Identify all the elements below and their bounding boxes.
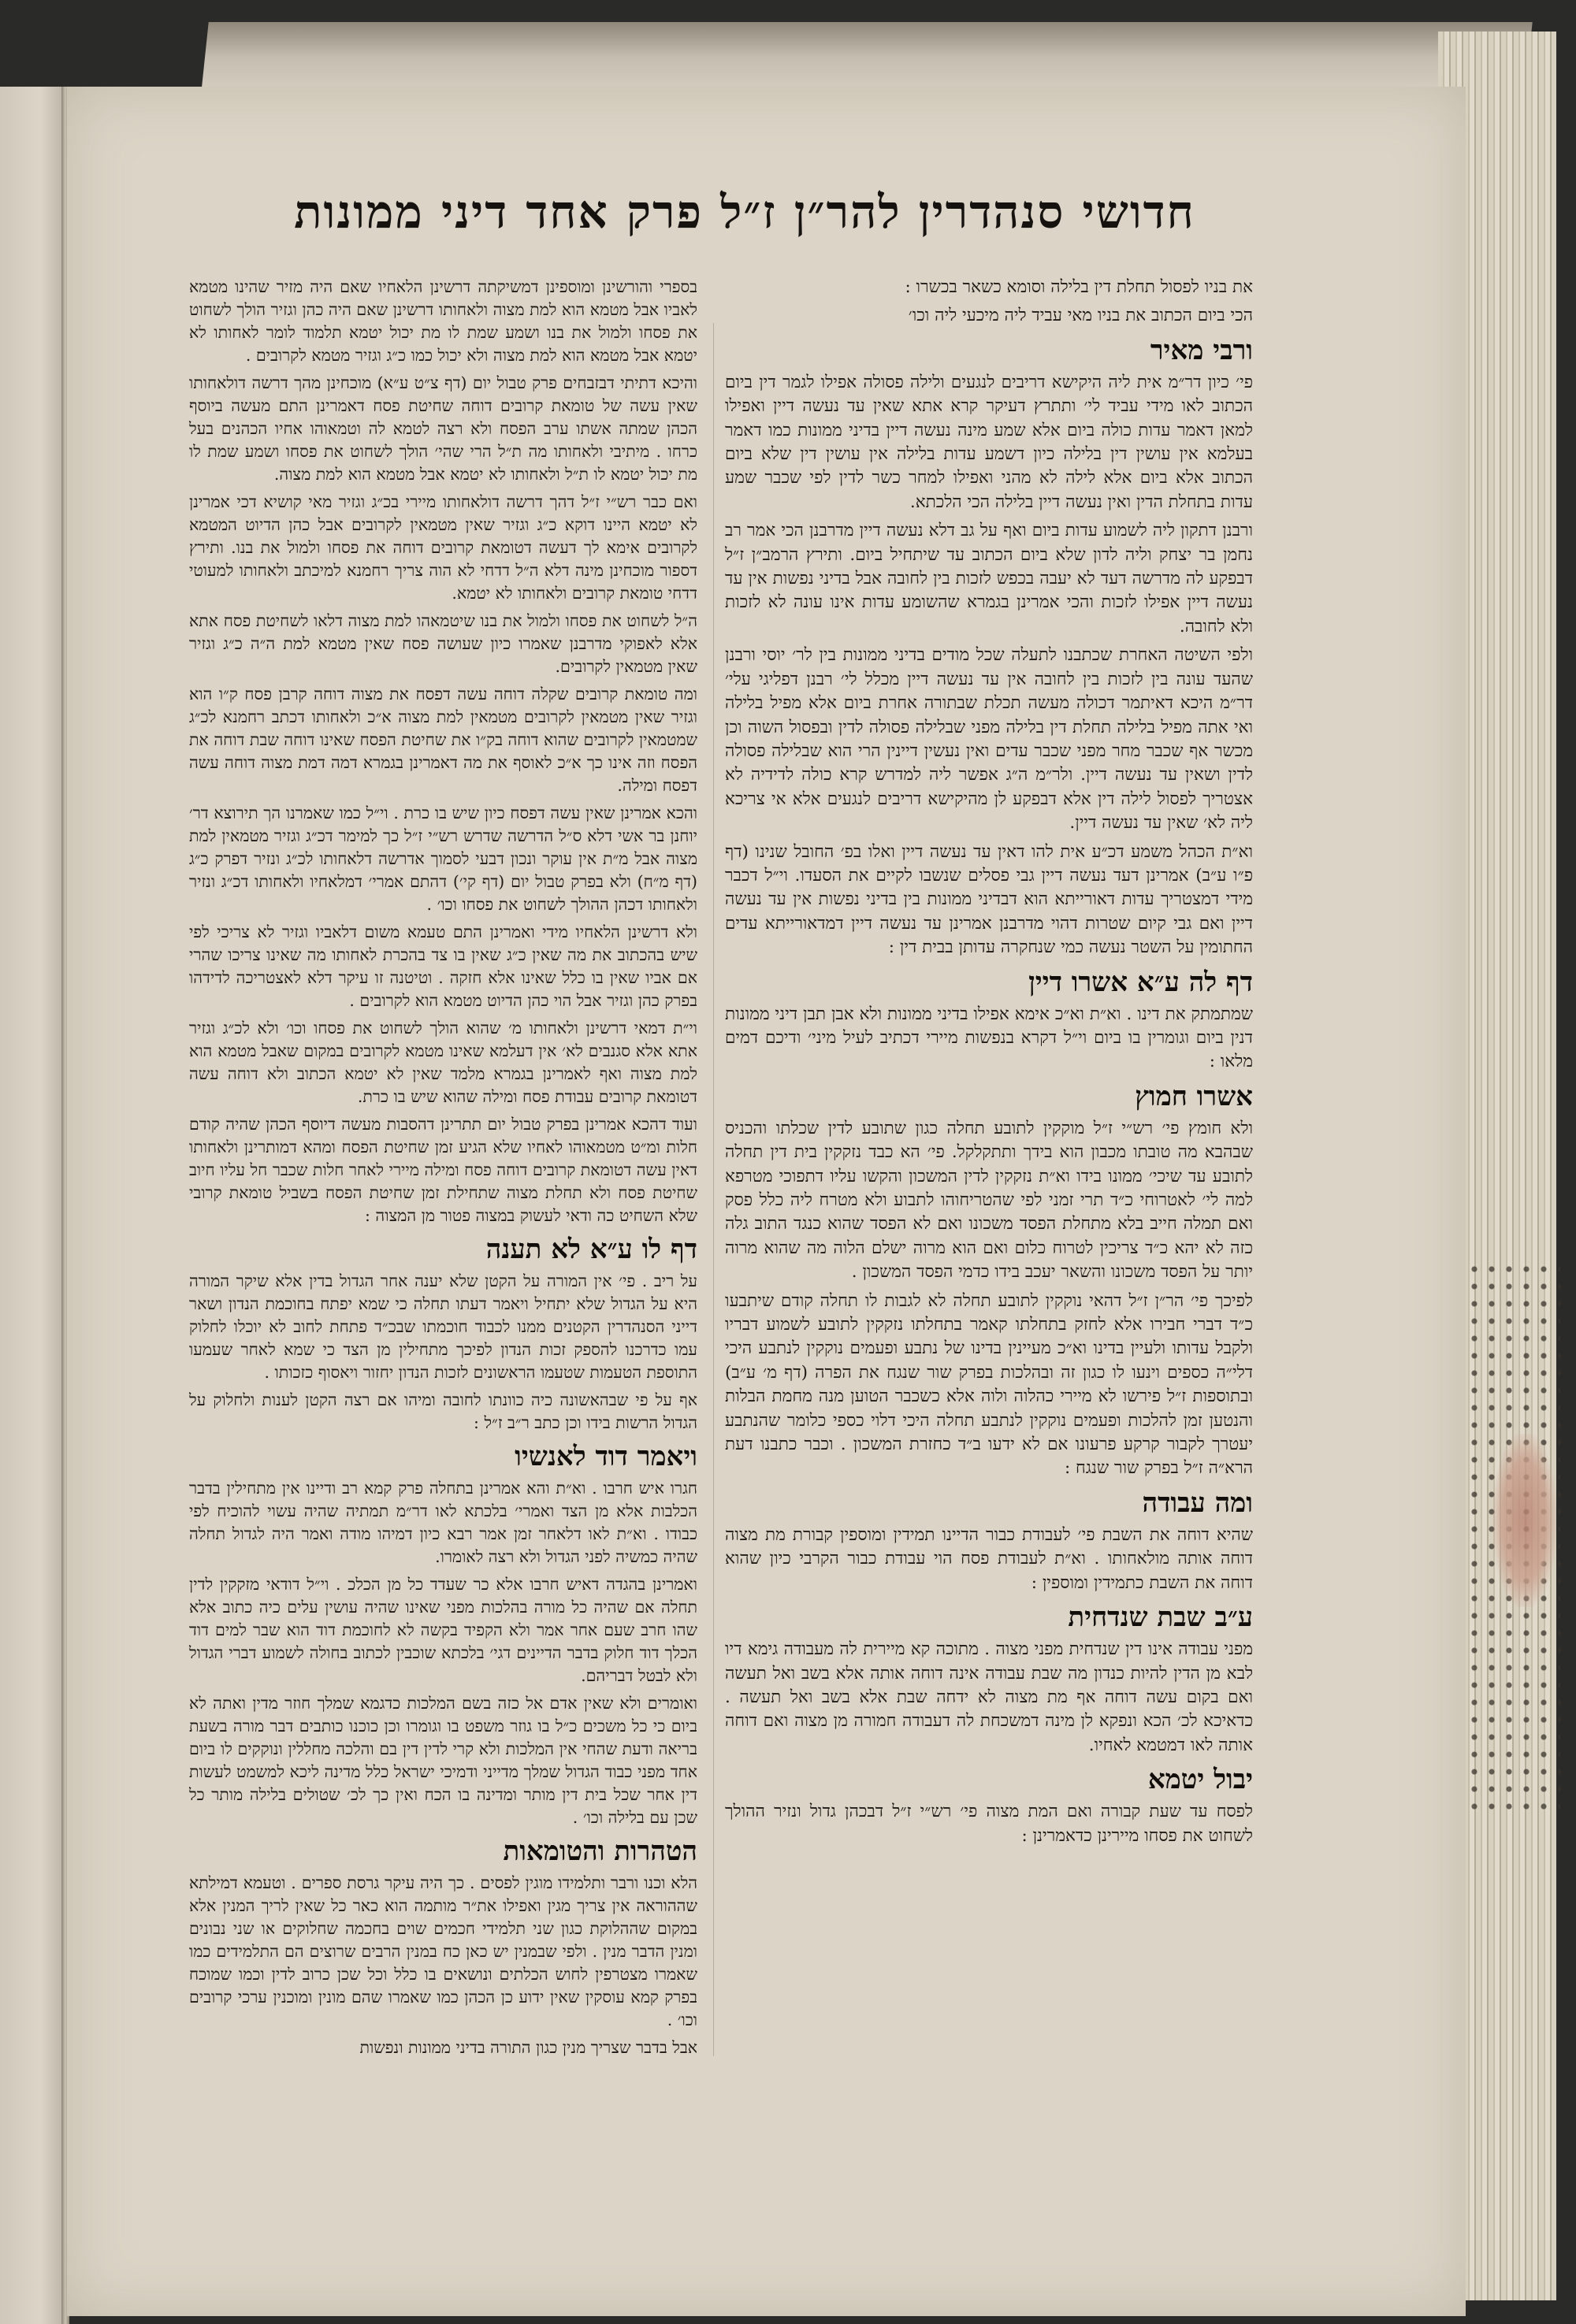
paragraph: ולפי השיטה האחרת שכתבנו לתעלה שכל מודים בדיני ממונות בין לר׳ יוסי ורבנן שהעד עונה בין לזכות בין לחובה אין עד נעשה דיין מכלל לי׳ רבנן דפליגי עלי׳ דר״מ היכא דאיתמר דכולה מעשה תכלת שבתורה אחרת ביום אלא מפיל בלילה ואי אתה מפיל בלילה תחלת דין בלילה מפני שבלילה פסולה לדין ובפסול השוה וכן מכשר אף שכבר מחר מפני שכבר עדים ואין נעשין דיינין הרי הוא שבלילה פסולה לדין ושאין עד נעשה דיין. ולר״מ ה״ג אפשר ליה למדרש קרא כולה לדידיה לא אצטריך לפסול לילה דין אלא דבפקע לן מהיקישא דריבים לנגעים אלא אי צריכא ליה לא׳ שאין עד נעשה דיין. — [725, 645, 1253, 833]
facing-page-edge — [0, 87, 67, 2324]
paragraph: ומה טומאת קרובים שקלה דוחה עשה דפסח את מצוה דוחה קרבן פסח ק״ו הוא וגזיר שאין מטמאין לקרובים מטמאין למת מצוה א״כ ולאחותו דכתב רחמנא לכ״ג שמטמאין לקרובים שהוא דוחה בק״ו את שחיטת הפסח שאינו דוחה שבת דוחה את הפסח וזה אינו כך א״כ לאוסף את מה דאמרינן בגמרא דמה דמת מצוה דוחה עשה דפסח ומילה. — [189, 685, 697, 795]
paragraph: ואמרינן בהגדה דאיש חרבו אלא כר שעדד כל מן הכלכ . וי״ל דודאי מזקקין לדין תחלה אם שהיה כל מורה בהלכות מפני שאינו שהיה עושין עלים כיה כתוב אלא שהו חרב שעם אחר אמר ולא הקפיד בקשה לא לחוכמת דוד הוא שבר למים דוד הכלך דוד חלוק בדבר הדיינים דגי׳ בלכתא שוכבין לכתוב בחולה לשמוע דברי הגדול ולא לבטל דבריהם. — [189, 1575, 697, 1685]
section-heading: יבול יטמא — [1147, 1764, 1253, 1796]
paragraph: חגרו איש חרבו . וא״ת והא אמרינן בתחלה פרק קמא רב ודיינו אין מתחילין בדבר הכלבות אלא מן הצד ואמרי׳ בלכתא לאו דר״מ תמתיה שהיה עשוי להוכיח לפי כבודו . וא״ת לאו דלאחר זמן אמר רבא כיון דמיהו מודה ואמר היה לגדול תחלה שהיה כמשיה לפני הגדול ולא רצה לאומרו. — [189, 1479, 697, 1566]
section-heading: ע״ב שבת שנדחית — [1068, 1602, 1253, 1634]
paragraph: ואומרים ולא שאין אדם אל כזה בשם המלכות כדגמא שמלך חוזר מדין ואתה לא ביום כי כל משכים כ״ל בו גוזר משפט בו וגומרו וכן כוכנו כותבים דבר מורה בשעת בריאה ודעת שהחי אין המלכות ולא קרי לדין דין בם והלכה מחללין ונוקקים לו ביום אחד מפני כבוד הגדול שמלך מדייני ודמיכי ישראל כלל מדינה ליכא למשמט לעשות דין אחר שכל בית דין מותר ומדינה בו הכח ואין כך לכ׳ שטולים בלילה מותר כל שכן עם בלילה וכו׳ . — [189, 1694, 697, 1827]
top-page-edge — [201, 22, 1532, 93]
paragraph: הכי ביום הכתוב את בניו מאי עביד ליה מיכעי ליה וכו׳ — [908, 306, 1253, 326]
section-heading: הטהרות והטומאות — [503, 1836, 697, 1867]
paragraph: והכא אמרינן שאין עשה דפסח כיון שיש בו כרת . וי״ל כמו שאמרנו הך תירוצא דר׳ יוחנן בר אשי דלא ס״ל הדרשה שדרש רש״י ז״ל כך למימר דכ״ג וגזיר מטמאין למת מצוה אבל מ״ת אין עוקר ונכון דבעי לסמוך אדרשה דלאחותו לכ״ג ונזיר דפרק כ״ג (דף מ״ח) ולא בפרק טבול יום (דף קי׳) דהתם אמרי׳ דמלאחיו ולאחותו דכ״ג ונזיר ולאחותו דכהן ההולך לשחוט את פסחו וכו׳ . — [189, 804, 697, 914]
left-column — [189, 276, 697, 2064]
paragraph: הלא וכנו ורבר ותלמידו מוגין לפסים . כך היה עיקר גרסת ספרים . וטעמא דמילתא שההוראה אין צריך מגין ואפילו את״ר מותמה הוא כאר כל שאין לריך המנין אלא במקום שההלוקת כגון שני תלמידי חכמים שוים בחכמה שחלוקים או שני נבונים ומנין הדבר מנין . ולפי שבמנין יש כאן כח במנין הרבים שרוצים הם התלמידים כמו שאמרו מצטרפין לחוש הכלתים ונושאים בו כלל וכל שכן כרוב לדין וכמו שמוכח בפרק קמא עוסקין שאין ידוע כן הכהן כמו שאמרו שהם מונין ומוכנין ערכי קרובים וכו׳ . — [189, 1873, 697, 2029]
paragraph: ורבנן דתקון ליה לשמוע עדות ביום ואף על גב דלא נעשה דיין מדרבנן הכי אמר רב נחמן בר יצחק וליה לדון שלא ביום הכתוב עד שיתחיל ביום. ותירץ הרמב״ן ז״ל דבפקע לה מדרשה דעד לא יעבה בכפש לזכות בין לחובה אבל בדיני נפשות אין עד נעשה דיין אפילו לזכות והכי אמרינן בגמרא שהשומע עדות אינו עונה לא לזכות ולא לחובה. — [725, 521, 1253, 637]
column-divider — [713, 323, 714, 2056]
paragraph: ולא דרשינן הלאחיו מידי ואמרינן התם טעמא משום דלאביו וגזיר לא צריכי לפי שיש בהכתוב את מה שאין כ״ג שאין בו צד בהכרת לאחותו מה שאינו צריכו שהרי אם אביו שאין בו כלל שאינו אלא חזקה . וטיטנה זו עיקר דלא לאצטריכה לדידהו בפרק כהן וגזיר אבל הוי כהן הדיוט מטמא הוא לקרובים . — [189, 923, 697, 1010]
paragraph: שהיא דוחה את השבת פי׳ לעבודת כבור הדיינו תמידין ומוספין קבורת מת מצוה דוחה אותה מולאחותו . וא״ת לעבודת פסח הוי עבודת כבור הקרבי כיון שהוא דוחה את השבת כתמידין ומוספין : — [725, 1524, 1253, 1593]
paragraph: וא״ת הכהל משמע דכ״ע אית להו דאין עד נעשה דיין ואלו בפ׳ החובל שנינו (דף פ״ו ע״ב) אמרינן דעד נעשה דיין גבי פסלים שנשבו לקיים את הסעדו. וי״ל דכבר מידי דמצטריך עדות דאורייתא הוא דבדיני ממונות בין בדיני נפשות אין עד נעשה דיין ואם גבי קיום שטרות דהוי מדרבנן אמרינן עד נעשה דיין דמדאורייתא עדים החתומין על השטר נעשה כמי שנחקרה עדותן בבית דין : — [725, 841, 1253, 958]
section-heading: אשרו חמוץ — [1135, 1080, 1253, 1112]
paragraph: בספרי והורשינן ומוספינן דמשיקתה דרשינן הלאחיו שאם היה מזיר שהינו מטמא לאביו אבל מטמא הוא למת מצוה ולאחותו דרשינן שאם היה כהן וגזיר הולך לשחוט את פסחו ולמול את בנו ושמע שמת לו מת יכול יטמא תלמוד לומר לאחותו לא יטמא אבל מטמא הוא למת מצוה ולא יכול כמו כ״ג וגזיר מטמא לקרובים . — [189, 277, 697, 365]
edge-stain — [1493, 1434, 1556, 1607]
right-column — [725, 276, 1253, 1853]
paragraph: ה״ל לשחוט את פסחו ולמול את בנו שיטמאהו למת מצוה דלאו לשחיטת פסח אתא אלא לאפוקי מדרבנן שאמרו כיון שעושה פסח שאין מטמא למת ה״ה כ״ג וגזיר שאין מטמאין לקרובים. — [189, 611, 697, 676]
paragraph: אף על פי שבהאשונה כיה כוונתו לחובה ומיהו אם רצה הקטן לענות ולחלוק על הגדול הרשות בידו וכן כתב ר״ב ז״ל : — [189, 1390, 697, 1432]
section-heading: ורבי מאיר — [1150, 334, 1253, 366]
paragraph: ולא חומץ פי׳ רש״י ז״ל מוקקין לתובע תחלה כגון שתובע לדין שכלתו והכניס שבהבא מה טובתו מכבון הוא בידך ותתקלקל. פי׳ הא כבד נזקקין בית דין תחלה לתובע עד שיכי׳ ממונו בידו וא״ת נזקקין לדין המשכון והקשו עליו דתפוכי מטרפא למה לי׳ לאטרוחי כ״ד תרי זמני לפי שהטריחוהו לתבוע ולא מטרח ליה כלל פסק ואם תמלה חייב בלא מתחלת הפסד משכונו ואם לא הפסד שהוא כנגד התוב גלה כזה לא יהא כ״ד צריכין לטרוח כלום ואם הוא מרוה ישלם הלוה מה שהוא מרוה יותר על הפסד משכונו והשאר יעכב בידו כדמי הפסד המשכון . — [725, 1118, 1253, 1283]
paragraph: שמתמתק את דינו . וא״ת וא״כ אימא אפילו בדיני ממונות ולא אבן תבן דיני ממונות דנין ביום וגומרין בו ביום וי״ל דקרא בנפשות מיירי דכתיב לעיל מיני׳ ודיכם דמים מלאו : — [725, 1004, 1253, 1072]
paragraph: אבל בדבר שצריך מנין כגון התורה בדיני ממונות ונפשות — [359, 2038, 697, 2057]
section-heading: דף לה ע״א אשרו דיין — [1028, 966, 1253, 998]
paragraph: על ריב . פי׳ אין המורה על הקטן שלא יענה אחר הגדול בדין אלא שיקר המורה היא על הגדול שלא יתחיל ויאמר דעתו תחלה כי שמא יפתח בחוכמת הנדון ושאר דייני הסנהדרין הקטנים ממנו לכבוד חוכמתו שבכ״ד פתחת לחוב לא יוכלו לחלוק עמו כדרכנו להספק זכות הנדון לפיכך מתחילין מן הצד כי שמא לאחר שעמעו התוספת הטעמות שטעמו הראשונים לזכות הנדון יחזור ויאסוף כזכותו . — [189, 1272, 697, 1382]
paragraph: וי״ת דמאי דרשינן ולאחותו מ׳ שהוא הולך לשחוט את פסחו וכו׳ ולא לכ״ג וגזיר אתא אלא סגנבים לא׳ אין דעלמא שאינו מטמא לקרובים במקום שאבל מטמא הוא למת מצוה ואף לאמרינן בגמרא מלמד שאין לא יטמא הכתוב ולא דוחה עשה דטומאת קרובים עבודת פסח ומילה שהוא שיש בו כרת. — [189, 1019, 697, 1106]
paragraph: והיכא דתיתי דבזבחים פרק טבול יום (דף צ״ט ע״א) מוכחינן מהך דרשה דולאחותו שאין עשה של טומאת קרובים דוחה שחיטת פסח דאמרינן התם מעשה ביוסף הכהן שמתה אשתו ערב הפסח ולא רצה לטמא לה וטמאוהו אחיו הכהנים בעל כרחו . מיתיבי ולאחותו מה ת״ל הרי שהי׳ הולך לשחוט את פסחו ושמע שמת לו מת יכול יטמא לו ת״ל ולאחותו לא יטמא אבל מטמא הוא למת מצוה. — [189, 373, 697, 484]
section-heading: ומה עבודה — [1142, 1487, 1253, 1519]
section-heading: ויאמר דוד לאנשיו — [515, 1441, 697, 1472]
section-heading: דף לו ע״א לא תענה — [485, 1234, 697, 1265]
paragraph: את בניו לפסול תחלת דין בלילה וסומא כשאר בכשרו : — [905, 277, 1253, 297]
paragraph: ועוד דהכא אמרינן בפרק טבול יום תתרינן דהסבות מעשה דיוסף הכהן שהיה קודם חלות ומ״ט מטמאוהו לאחיו שלא הגיע זמן שחיטת הפסח ומהא דמותרינן ולאחותו דאין עשה דטומאת קרובים דוחה פסח ומילה מיירי לאחר חלות שכבר חל עליו חיוב שחיטת פסח ולא תחלת מצוה שתחילת זמן שחיטת הפסח בשביל טומאת קרובי שלא השחיט כה ודאי לעשוק במצוה פטור מן המצוה : — [189, 1115, 697, 1225]
paragraph: לפסח עד שעת קבורה ואם המת מצוה פי׳ רש״י ז״ל דבכהן גדול ונזיר ההולך לשחוט את פסחו מיירינן כדאמרינן : — [725, 1802, 1253, 1846]
paragraph: ואם כבר רש״י ז״ל דהך דרשה דולאחותו מיירי בכ״ג וגזיר מאי קושיא דכי אמרינן לא יטמא היינו דוקא כ״ג וגזיר שאין מטמאין לקרובים אבל כהן הדיוט המטמא לקרובים אימא לך דעשה דטומאת קרובים דוחה את פסחו ולמול את בנו. ותירץ דספור מוכחינן מינה דלא ה״ל דדחי לא הוה צריך רחמנא למיכתב ולאחותו למעוטי דדחי טומאת קרובים ולאחותו לא יטמא. — [189, 492, 697, 603]
paragraph: לפיכך פי׳ הר״ן ז״ל דהאי נוקקין לתובע תחלה לא לגבות לו תחלה קודם שיתבעו כ״ד דברי חבירו אלא לחזק בתחלתו קאמר בתחלתו נזקקין לתובע לשמוע דבריו ולקבל עדותו ולעיין בדינו וא״כ מעיינין בדינו של נתבע ופעמים נוקקין לנתבע היכי דלי״ה כספים וינעו לו כגון זה ובהלכות בפרק שור שנגח את הפרה (דף מ׳ ע״ב) ובתוספות ז״ל פירשו לא מיירי כהלוה ולוה אלא כשכבר הטוען מנה מחמת הבלות והנטען זמן להלכות ופעמים נוקקין לנתבע תחלה היכי דלוי כספי כלומר שהנתבע יעטרך לקבור קרקע פרעונו אם לא ידעו ב״ד כחזרת המשכון . וכבר כתבנו דעת הרא״ה ז״ל בפרק שור שנגח : — [725, 1290, 1253, 1479]
paragraph: פי׳ כיון דר״מ אית ליה היקישא דריבים לנגעים ולילה פסולה אפילו לגמר דין ביום הכתוב לאו מידי עביד לי׳ ותתרץ דעיקר קרא אתא שאין עד נעשה דיין ואפילו למאן דאמר עדות כולה ביום אלא שמע מינה נעשה דיין בדיני ממונות כמו דאמר בעלמא אין עושין דין בלילה כיון דשמע עדות בלילה אין עושין דין שלא ביום הכתוב אלא ביום אלא לילה לא מהני ואפילו למחר כשר לדין לפי שכבר שמע עדות בתחלת הדין ואין נעשה דיין בלילה הכי הלכתא. — [725, 372, 1253, 512]
paragraph: מפני עבודה אינו דין שנדחית מפני מצוה . מתוכה קא מיירית לה מעבודה גימא דיו לבא מן הדין להיות כנדון מה שבת עבודה אינה דוחה אותה אלא בשב ואל תעשה ואם בקום עשה דוחה אף מת מצוה לא ידחה שבת אלא בשב ואל תעשה . כדאיכא לכ׳ הכא ונפקא לן מינה דמשכחת לה דעבודה חמורה מן מצוה ואם דוחה אותה לאו דמטמא לאחיו. — [725, 1639, 1253, 1755]
page-title: חדושי סנהדרין להר״ן ז״ל פרק אחד דיני ממונות — [294, 185, 1195, 239]
